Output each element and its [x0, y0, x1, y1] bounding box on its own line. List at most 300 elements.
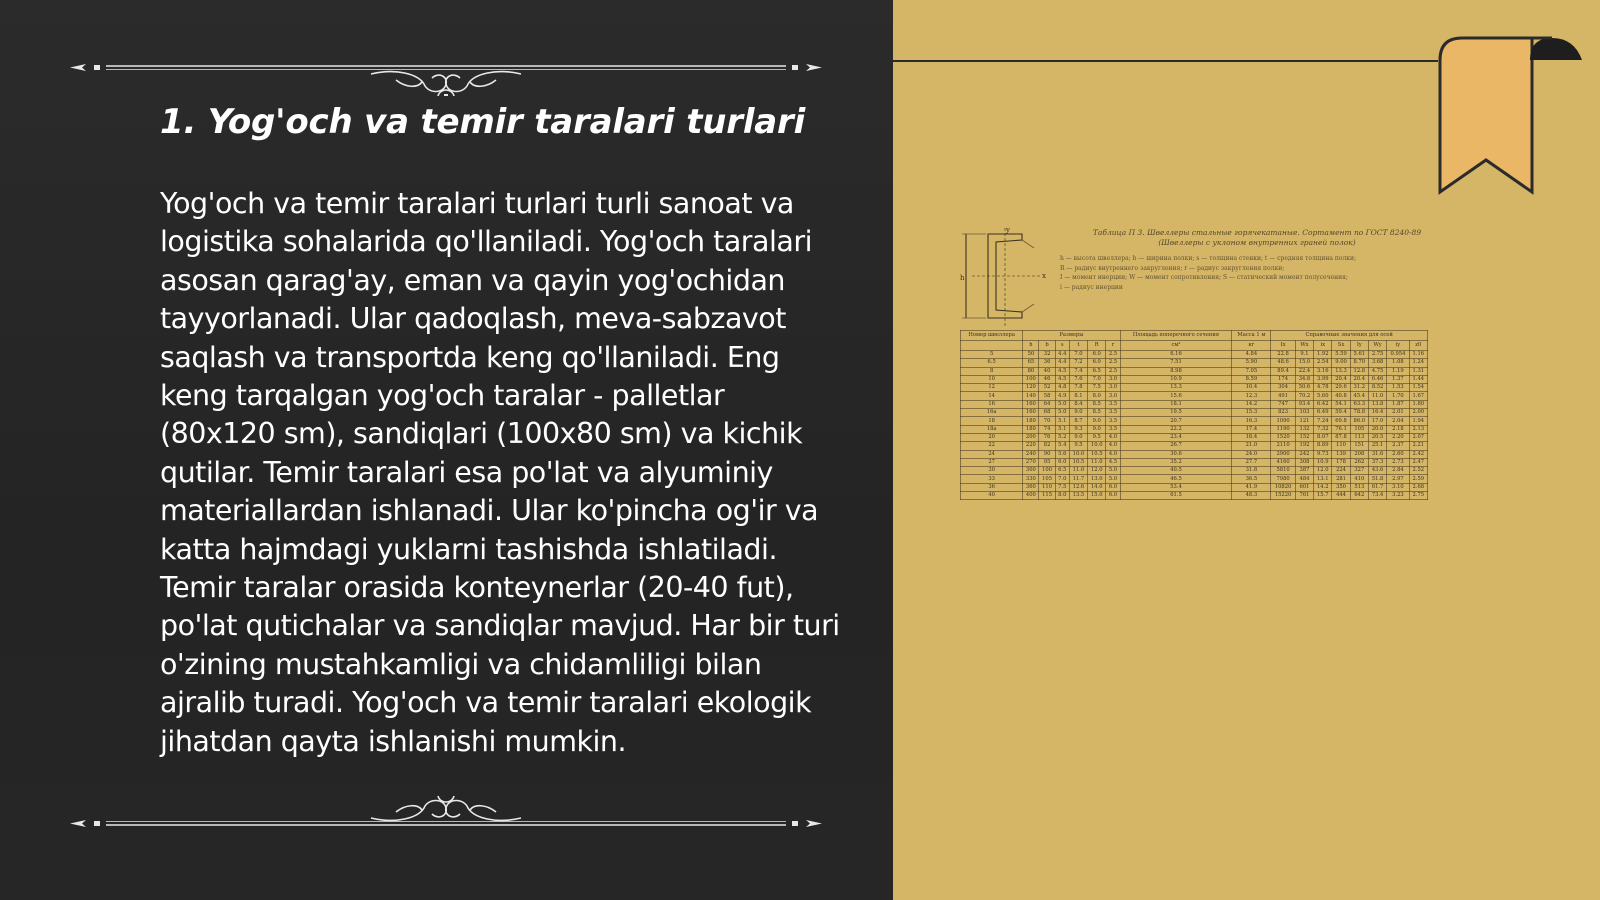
table-cell: 2.54	[1314, 359, 1332, 367]
table-cell: 30.6	[1120, 450, 1232, 458]
table-cell: 13.5	[1069, 492, 1087, 500]
table-cell: 30	[961, 467, 1023, 475]
table-cell: 15.7	[1314, 492, 1332, 500]
table-cell: 8.4	[1069, 400, 1087, 408]
table-cell: 53.4	[1120, 483, 1232, 491]
table-row	[961, 392, 1428, 400]
table-cell: 63.3	[1350, 400, 1368, 408]
table-cell: 103	[1295, 409, 1313, 417]
table-cell: 17.4	[1232, 425, 1271, 433]
table-notes	[1060, 254, 1390, 292]
table-cell: 37.3	[1368, 458, 1386, 466]
table-row	[961, 375, 1428, 383]
table-cell: 6.46	[1368, 375, 1386, 383]
table-cell: 4.84	[1232, 351, 1271, 359]
table-cell: 78.8	[1350, 409, 1368, 417]
table-cell: 76	[1039, 433, 1055, 441]
table-header-group-row	[961, 331, 1428, 341]
table-cell: 5.60	[1314, 392, 1332, 400]
table-cell: 3.0	[1106, 392, 1120, 400]
table-cell: 3.5	[1106, 409, 1120, 417]
table-cell: 110	[1039, 483, 1055, 491]
table-cell: 33	[961, 475, 1023, 483]
table-cell: 2.01	[1387, 409, 1409, 417]
table-cell: 9.3	[1069, 425, 1087, 433]
table-cell: 2.21	[1409, 442, 1427, 450]
table-cell: 29.6	[1332, 384, 1350, 392]
table-cell: 1.70	[1387, 392, 1409, 400]
table-unit-cell: h	[1023, 341, 1039, 351]
table-cell: 14.2	[1232, 400, 1271, 408]
table-cell: 16а	[961, 409, 1023, 417]
table-cell: 180	[1023, 425, 1039, 433]
table-cell: 10820	[1271, 483, 1296, 491]
table-cell: 50	[1023, 351, 1039, 359]
table-cell: 48.6	[1271, 359, 1296, 367]
table-cell: 19.5	[1120, 409, 1232, 417]
table-cell: 281	[1332, 475, 1350, 483]
table-cell: 5.2	[1055, 433, 1069, 441]
table-cell: 3.99	[1314, 375, 1332, 383]
table-cell: 13.3	[1120, 384, 1232, 392]
table-cell: 601	[1295, 483, 1313, 491]
table-cell: 7.0	[1069, 351, 1087, 359]
table-cell: 140	[1023, 392, 1039, 400]
table-cell: 15220	[1271, 492, 1296, 500]
table-cell: 240	[1023, 450, 1039, 458]
table-cell: 387	[1295, 467, 1313, 475]
table-cell: 1.87	[1387, 400, 1409, 408]
table-cell: 54.1	[1332, 400, 1350, 408]
table-cell: 410	[1350, 475, 1368, 483]
svg-text:y: y	[1006, 228, 1010, 234]
table-cell: 12	[961, 384, 1023, 392]
table-cell: 2.04	[1387, 417, 1409, 425]
table-cell: 32	[1039, 351, 1055, 359]
table-cell: 15.6	[1120, 392, 1232, 400]
table-cell: 9.00	[1332, 359, 1350, 367]
table-cell: 31.8	[1232, 467, 1271, 475]
table-cell: 4.0	[1106, 450, 1120, 458]
table-unit-cell: t	[1069, 341, 1087, 351]
table-cell: 18	[961, 417, 1023, 425]
table-cell: 7.0	[1088, 375, 1106, 383]
table-row	[961, 409, 1428, 417]
table-cell: 4.5	[1055, 367, 1069, 375]
table-cell: 1090	[1271, 417, 1296, 425]
table-cell: 5.4	[1055, 442, 1069, 450]
table-cell: 2110	[1271, 442, 1296, 450]
table-cell: 100	[1039, 467, 1055, 475]
table-cell: 2.18	[1387, 425, 1409, 433]
table-cell: 22	[961, 442, 1023, 450]
table-cell: 5.59	[1332, 351, 1350, 359]
table-cell: 20.7	[1120, 417, 1232, 425]
table-cell: 8.07	[1314, 433, 1332, 441]
table-cell: 5.0	[1055, 409, 1069, 417]
table-cell: 9.5	[1088, 433, 1106, 441]
table-cell: 3.23	[1387, 492, 1409, 500]
table-cell: 174	[1271, 375, 1296, 383]
table-row	[961, 442, 1428, 450]
table-cell: 46.5	[1120, 475, 1232, 483]
table-row	[961, 425, 1428, 433]
table-cell: 2.97	[1387, 475, 1409, 483]
table-cell: 747	[1271, 400, 1296, 408]
table-cell: 82	[1039, 442, 1055, 450]
table-cell: 132	[1295, 425, 1313, 433]
table-cell: 11.0	[1088, 458, 1106, 466]
table-note-line: i — радиус инерции	[1060, 283, 1123, 291]
table-header-cell: Размеры	[1023, 331, 1120, 341]
table-cell: 10.5	[1088, 450, 1106, 458]
table-cell: 4.0	[1106, 433, 1120, 441]
table-cell: 120	[1023, 384, 1039, 392]
table-cell: 8.1	[1069, 392, 1087, 400]
table-cell: 1.19	[1387, 367, 1409, 375]
table-caption-line-2: (Швеллеры с уклоном внутренних граней полок)	[1158, 238, 1356, 247]
table-cell: 3.0	[1106, 375, 1120, 383]
table-cell: 18.4	[1232, 433, 1271, 441]
table-cell: 73.4	[1368, 492, 1386, 500]
table-cell: 9.0	[1069, 433, 1087, 441]
table-cell: 20.0	[1368, 425, 1386, 433]
table-cell: 105	[1350, 425, 1368, 433]
table-cell: 43.6	[1368, 467, 1386, 475]
table-header-cell: Площадь поперечного сечения	[1120, 331, 1232, 341]
table-cell: 11.0	[1368, 392, 1386, 400]
table-row	[961, 458, 1428, 466]
table-cell: 2.20	[1387, 433, 1409, 441]
table-cell: 178	[1332, 458, 1350, 466]
table-cell: 180	[1023, 417, 1039, 425]
table-cell: 262	[1350, 458, 1368, 466]
table-cell: 5.0	[1106, 475, 1120, 483]
table-cell: 10.5	[1069, 458, 1087, 466]
table-cell: 8.98	[1120, 367, 1232, 375]
table-unit-cell: ix	[1314, 341, 1332, 351]
table-unit-cell: iy	[1387, 341, 1409, 351]
steel-channel-table-image	[960, 228, 1428, 526]
table-caption-line-1: Таблица П 3. Швеллеры стальные горячекатаные. Сортамент по ГОСТ 8240-89	[1092, 228, 1422, 237]
table-cell: 10	[961, 375, 1023, 383]
table-cell: 2.37	[1387, 442, 1409, 450]
table-cell: 6.5	[961, 359, 1023, 367]
table-cell: 151	[1350, 442, 1368, 450]
table-cell: 4.5	[1055, 375, 1069, 383]
table-cell: 300	[1023, 467, 1039, 475]
table-row	[961, 450, 1428, 458]
table-cell: 8.0	[1088, 392, 1106, 400]
table-cell: 27	[961, 458, 1023, 466]
table-cell: 1.31	[1409, 367, 1427, 375]
table-unit-cell: Wx	[1295, 341, 1313, 351]
table-cell: 823	[1271, 409, 1296, 417]
table-cell: 1.37	[1387, 375, 1409, 383]
table-cell: 64	[1039, 400, 1055, 408]
table-cell: 1.44	[1409, 375, 1427, 383]
table-cell: 12.3	[1232, 392, 1271, 400]
table-cell: 86.0	[1350, 417, 1368, 425]
bookmark-ribbon-icon	[1432, 30, 1600, 205]
table-cell: 6.0	[1106, 492, 1120, 500]
table-cell: 34.8	[1295, 375, 1313, 383]
table-cell: 5.90	[1232, 359, 1271, 367]
table-cell: 8.70	[1350, 359, 1368, 367]
table-cell: 152	[1295, 433, 1313, 441]
table-cell: 6.5	[1088, 367, 1106, 375]
table-cell: 3.16	[1314, 367, 1332, 375]
table-cell: 40	[1039, 367, 1055, 375]
table-cell: 208	[1350, 450, 1368, 458]
table-cell: 16.4	[1368, 409, 1386, 417]
table-cell: 51.8	[1368, 475, 1386, 483]
table-cell: 36.5	[1232, 475, 1271, 483]
table-cell: 242	[1295, 450, 1313, 458]
table-cell: 5	[961, 351, 1023, 359]
table-cell: 2.47	[1409, 458, 1427, 466]
table-cell: 350	[1332, 483, 1350, 491]
table-cell: 5.1	[1055, 425, 1069, 433]
table-cell: 13.3	[1332, 367, 1350, 375]
table-cell: 35.2	[1120, 458, 1232, 466]
table-cell: 2.68	[1409, 483, 1427, 491]
table-caption	[1092, 228, 1422, 248]
table-cell: 3.5	[1106, 417, 1120, 425]
table-cell: 1.80	[1409, 400, 1427, 408]
table-cell: 115	[1039, 492, 1055, 500]
table-cell: 9.73	[1314, 450, 1332, 458]
table-cell: 100	[1023, 375, 1039, 383]
table-cell: 5.6	[1055, 450, 1069, 458]
table-cell: 2.59	[1409, 475, 1427, 483]
table-cell: 16.3	[1232, 417, 1271, 425]
table-cell: 24	[961, 450, 1023, 458]
table-cell: 6.42	[1314, 400, 1332, 408]
table-cell: 7.5	[1055, 483, 1069, 491]
table-cell: 40.5	[1120, 467, 1232, 475]
table-cell: 327	[1350, 467, 1368, 475]
table-cell: 11.0	[1069, 467, 1087, 475]
table-cell: 139	[1332, 450, 1350, 458]
table-cell: 36	[961, 483, 1023, 491]
divider-rule	[893, 60, 1438, 62]
table-cell: 80	[1023, 367, 1039, 375]
table-cell: 45.4	[1350, 392, 1368, 400]
table-header-cell: Номер швеллера	[961, 331, 1023, 341]
svg-text:h: h	[960, 274, 965, 282]
spec-table	[960, 330, 1428, 500]
table-cell: 0.954	[1387, 351, 1409, 359]
table-header-cell: Масса 1 м	[1232, 331, 1271, 341]
table-cell: 4.75	[1368, 367, 1386, 375]
table-cell: 11.7	[1069, 475, 1087, 483]
table-cell: 400	[1023, 492, 1039, 500]
table-cell: 7.2	[1069, 359, 1087, 367]
table-cell: 5.0	[1055, 400, 1069, 408]
table-cell: 87.8	[1332, 433, 1350, 441]
table-cell: 3.5	[1106, 425, 1120, 433]
table-cell: 6.0	[1055, 458, 1069, 466]
table-cell: 761	[1295, 492, 1313, 500]
table-cell: 15.0	[1295, 359, 1313, 367]
table-cell: 444	[1332, 492, 1350, 500]
table-cell: 4.4	[1055, 351, 1069, 359]
table-cell: 12.0	[1088, 467, 1106, 475]
table-note-line: h — высота швеллера; b — ширина полки; s — толщина стенки; t — средняя толщина полки;	[1060, 255, 1357, 262]
table-unit-cell: r	[1106, 341, 1120, 351]
table-cell: 20	[961, 433, 1023, 441]
table-cell: 2.75	[1368, 351, 1386, 359]
table-cell: 10.0	[1088, 442, 1106, 450]
table-cell: 220	[1023, 442, 1039, 450]
table-cell: 2.73	[1387, 458, 1409, 466]
table-cell: 8.89	[1314, 442, 1332, 450]
table-cell: 3.5	[1106, 400, 1120, 408]
table-cell: 16	[961, 400, 1023, 408]
table-cell: 8.5	[1088, 400, 1106, 408]
table-cell: 160	[1023, 400, 1039, 408]
table-cell: 3.68	[1368, 359, 1386, 367]
table-cell: 2.13	[1409, 425, 1427, 433]
table-cell: 10.4	[1232, 384, 1271, 392]
table-cell: 304	[1271, 384, 1296, 392]
table-cell: 491	[1271, 392, 1296, 400]
table-cell: 31.6	[1368, 450, 1386, 458]
table-cell: 270	[1023, 458, 1039, 466]
table-cell: 9.0	[1088, 417, 1106, 425]
table-cell: 5.61	[1350, 351, 1368, 359]
table-cell: 2.60	[1387, 450, 1409, 458]
bottom-ornament-divider	[66, 778, 826, 838]
table-cell: 6.0	[1088, 359, 1106, 367]
table-unit-cell: Wy	[1368, 341, 1386, 351]
table-cell: 40.8	[1332, 392, 1350, 400]
table-cell: 9.5	[1069, 442, 1087, 450]
table-cell: 4.78	[1314, 384, 1332, 392]
table-cell: 4.4	[1055, 359, 1069, 367]
table-cell: 192	[1295, 442, 1313, 450]
table-cell: 26.7	[1120, 442, 1232, 450]
slide-title: 1. Yog'och va temir taralari turlari	[160, 102, 806, 142]
table-row	[961, 351, 1428, 359]
table-cell: 308	[1295, 458, 1313, 466]
table-cell: 8.59	[1232, 375, 1271, 383]
table-cell: 4160	[1271, 458, 1296, 466]
table-cell: 1.08	[1387, 359, 1409, 367]
svg-text:x: x	[1042, 272, 1046, 280]
table-cell: 1520	[1271, 433, 1296, 441]
table-cell: 41.9	[1232, 483, 1271, 491]
table-cell: 113	[1350, 433, 1368, 441]
table-cell: 8	[961, 367, 1023, 375]
table-cell: 50.6	[1295, 384, 1313, 392]
table-cell: 48.3	[1232, 492, 1271, 500]
table-cell: 2900	[1271, 450, 1296, 458]
table-row	[961, 483, 1428, 491]
table-cell: 95	[1039, 458, 1055, 466]
table-cell: 12.0	[1314, 467, 1332, 475]
table-cell: 6.5	[1055, 467, 1069, 475]
table-unit-cell: кг	[1232, 341, 1271, 351]
table-cell: 27.7	[1232, 458, 1271, 466]
table-row	[961, 384, 1428, 392]
table-cell: 4.5	[1106, 458, 1120, 466]
table-cell: 8.52	[1368, 384, 1386, 392]
table-header-units-row	[961, 341, 1428, 351]
table-cell: 110	[1332, 442, 1350, 450]
table-body	[961, 351, 1428, 500]
table-row	[961, 475, 1428, 483]
table-cell: 2.5	[1106, 351, 1120, 359]
table-cell: 61.7	[1368, 483, 1386, 491]
table-cell: 2.07	[1409, 433, 1427, 441]
table-cell: 24.0	[1232, 450, 1271, 458]
table-cell: 13.8	[1368, 400, 1386, 408]
table-cell: 17.0	[1368, 417, 1386, 425]
table-cell: 15.3	[1232, 409, 1271, 417]
table-cell: 89.4	[1271, 367, 1296, 375]
table-cell: 12.8	[1350, 367, 1368, 375]
table-cell: 2.75	[1409, 492, 1427, 500]
table-cell: 484	[1295, 475, 1313, 483]
table-unit-cell: см²	[1120, 341, 1232, 351]
table-cell: 7.8	[1069, 384, 1087, 392]
table-cell: 360	[1023, 483, 1039, 491]
table-cell: 25.1	[1368, 442, 1386, 450]
table-cell: 7980	[1271, 475, 1296, 483]
table-cell: 7.4	[1069, 367, 1087, 375]
table-cell: 20.5	[1368, 433, 1386, 441]
table-cell: 8.5	[1088, 409, 1106, 417]
table-cell: 4.0	[1106, 442, 1120, 450]
table-cell: 20.4	[1350, 375, 1368, 383]
table-cell: 69.8	[1332, 417, 1350, 425]
table-cell: 9.0	[1088, 425, 1106, 433]
table-cell: 1.16	[1409, 351, 1427, 359]
table-cell: 10.9	[1120, 375, 1232, 383]
table-cell: 23.4	[1120, 433, 1232, 441]
table-unit-cell: b	[1039, 341, 1055, 351]
table-row	[961, 492, 1428, 500]
table-cell: 1.94	[1409, 417, 1427, 425]
table-cell: 14	[961, 392, 1023, 400]
table-cell: 10.0	[1069, 450, 1087, 458]
table-cell: 76.1	[1332, 425, 1350, 433]
table-cell: 31.2	[1350, 384, 1368, 392]
table-cell: 65	[1023, 359, 1039, 367]
table-cell: 93.4	[1295, 400, 1313, 408]
table-cell: 7.51	[1120, 359, 1232, 367]
table-cell: 18а	[961, 425, 1023, 433]
table-unit-cell: R	[1088, 341, 1106, 351]
table-cell: 61.5	[1120, 492, 1232, 500]
table-cell: 7.05	[1232, 367, 1271, 375]
table-cell: 18.1	[1120, 400, 1232, 408]
table-cell: 8.0	[1055, 492, 1069, 500]
table-note-line: I — момент инерции; W — момент сопротивления; S — статический момент полусечения;	[1060, 274, 1348, 281]
table-cell: 2.84	[1387, 467, 1409, 475]
table-cell: 90	[1039, 450, 1055, 458]
table-cell: 330	[1023, 475, 1039, 483]
table-cell: 20.4	[1332, 375, 1350, 383]
table-cell: 13.1	[1314, 475, 1332, 483]
slide-body-text: Yog'och va temir taralari turlari turli sanoat va logistika sohalarida qo'llaniladi. Yog'och taralari asosan qarag'ay, eman va qayin yog'ochidan tayyorlanadi. Ular qadoqlash, meva-sabzavot saqlash va transportda keng qo'llaniladi. Eng keng tarqalgan yog'och taralar - palletlar (80x120 sm), sandiqlari (100x80 sm) va kichik qutilar. Temir taralari esa po'lat va alyuminiy materiallardan ishlanadi. Ular ko'pincha og'ir va katta hajmdagi yuklarni tashishda ishlatiladi. Temir taralar orasida konteynerlar (20-40 fut), po'lat qutichalar va sandiqlar mavjud. Har bir turi o'zining mustahkamligi va chidamliligi bilan ajralib turadi. Yog'och va temir taralari ekologik jihatdan qayta ishlanishi mumkin.	[160, 187, 840, 758]
table-cell: 52	[1039, 384, 1055, 392]
channel-profile-diagram	[960, 228, 1050, 328]
table-cell: 22.8	[1271, 351, 1296, 359]
table-cell: 1.54	[1409, 384, 1427, 392]
